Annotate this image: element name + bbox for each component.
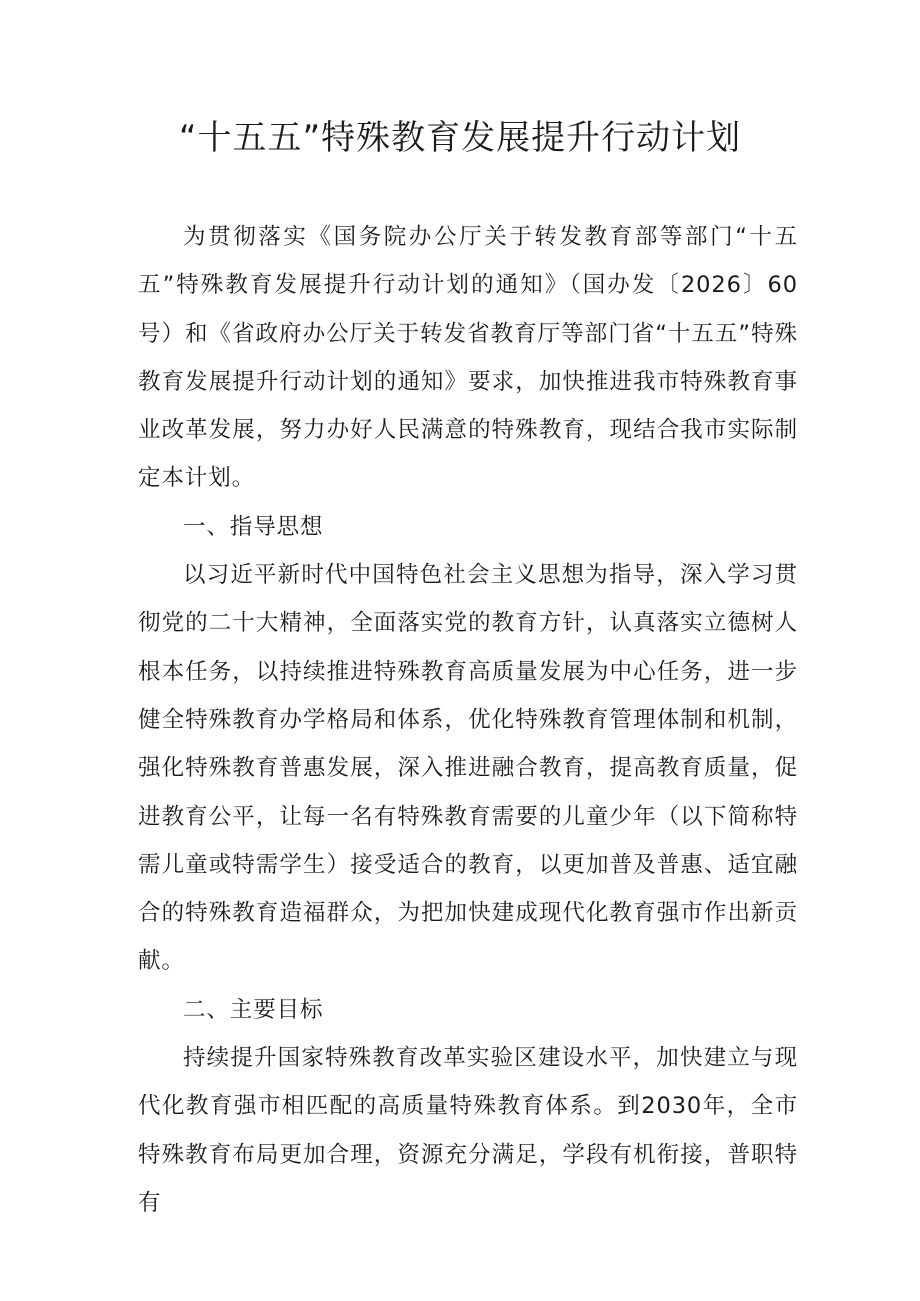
section-paragraph-main-goals: 持续提升国家特殊教育改革实验区建设水平，加快建立与现代化教育强市相匹配的高质量特殊教育体系。到2030年，全市特殊教育布局更加合理，资源充分满足，学段有机衔接，普职特有 — [138, 1045, 798, 1216]
intro-paragraph: 为贯彻落实《国务院办公厅关于转发教育部等部门“十五五”特殊教育发展提升行动计划的通知》（国办发〔2026〕60号）和《省政府办公厅关于转发省教育厅等部门省“十五五”特殊教育发展提升行动计划的通知》要求，加快推进我市特殊教育事业改革发展，努力办好人民满意的特殊教育，现结合我市实际制定本计划。 — [138, 224, 798, 492]
document-title: “十五五”特殊教育发展提升行动计划 — [178, 118, 742, 158]
section-heading-main-goals: 二、主要目标 — [183, 996, 324, 1023]
section-heading-guiding-ideology: 一、指导思想 — [183, 513, 324, 540]
document-body — [138, 213, 798, 1227]
section-paragraph-guiding-ideology: 以习近平新时代中国特色社会主义思想为指导，深入学习贯彻党的二十大精神，全面落实党的教育方针，认真落实立德树人根本任务，以持续推进特殊教育高质量发展为中心任务，进一步健全特殊教育办学格局和体系，优化特殊教育管理体制和机制，强化特殊教育普惠发展，深入推进融合教育，提高教育质量，促进教育公平，让每一名有特殊教育需要的儿童少年（以下简称特需儿童或特需学生）接受适合的教育，以更加普及普惠、适宜融合的特殊教育造福群众，为把加快建成现代化教育强市作出新贡献。 — [138, 562, 798, 975]
